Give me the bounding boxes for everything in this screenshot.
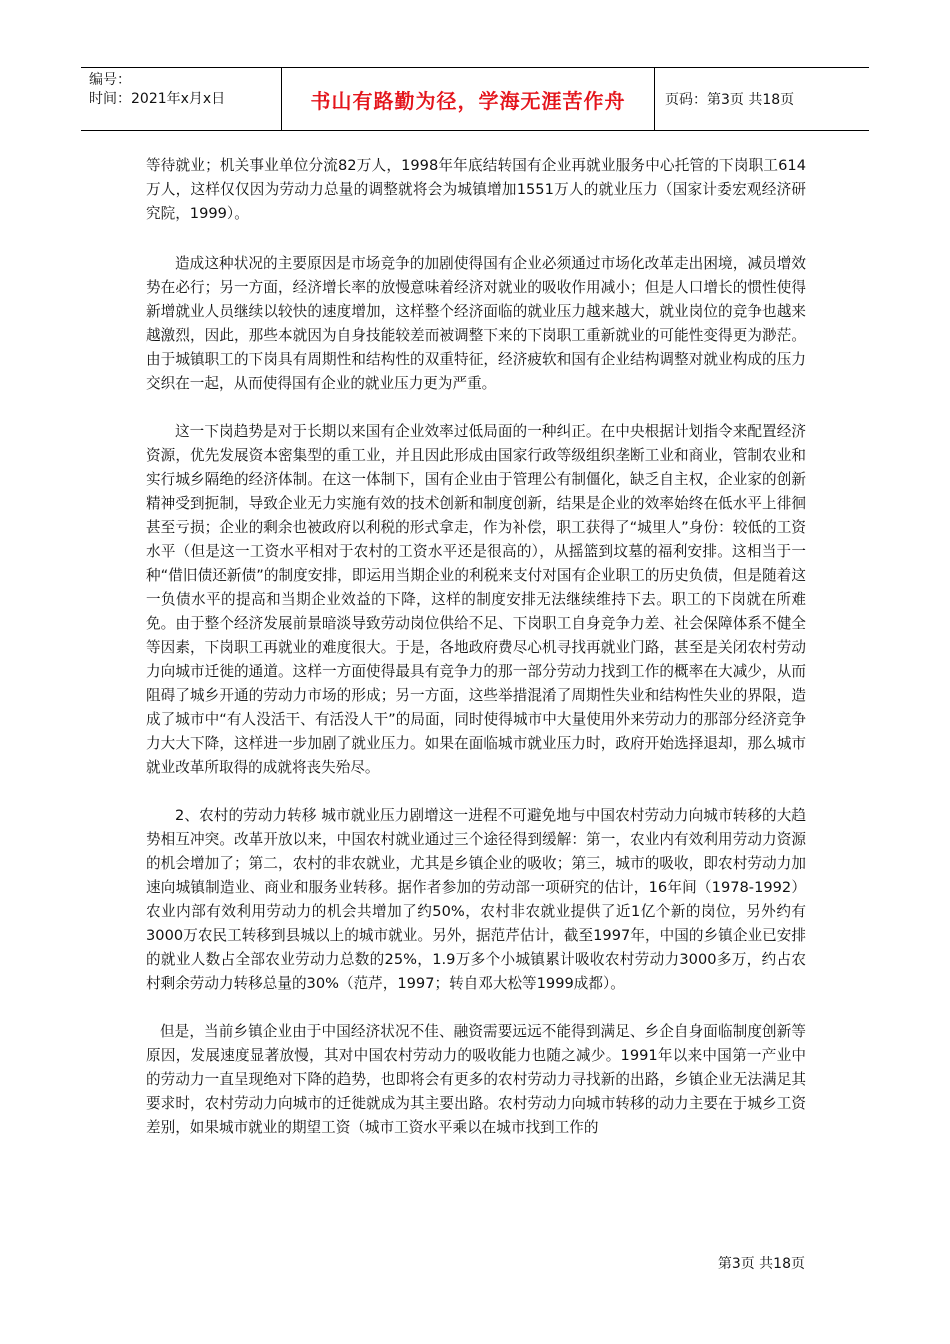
document-body xyxy=(146,154,806,1164)
body-paragraph-5: 但是，当前乡镇企业由于中国经济状况不佳、融资需要远远不能得到满足、乡企自身面临制度创新等原因，发展速度显著放慢，其对中国农村劳动力的吸收能力也随之减少。1991年以来中国第一产业中的劳动力一直呈现绝对下降的趋势，也即将会有更多的农村劳动力寻找新的出路，乡镇企业无法满足其要求时，农村劳动力向城市的迁徙就成为其主要出路。农村劳动力向城市转移的动力主要在于城乡工资差别，如果城市就业的期望工资（城市工资水平乘以在城市找到工作的 xyxy=(146,1023,806,1136)
page-header xyxy=(81,67,869,131)
body-paragraph-4: 2、农村的劳动力转移 城市就业压力剧增这一进程不可避免地与中国农村劳动力向城市转移的大趋势相互冲突。改革开放以来，中国农村就业通过三个途径得到缓解：第一，农业内有效利用劳动力资源的机会增加了；第二，农村的非农就业，尤其是乡镇企业的吸收；第三，城市的吸收，即农村劳动力加速向城镇制造业、商业和服务业转移。据作者参加的劳动部一项研究的估计，16年间（1978-1992）农业内部有效利用劳动力的机会共增加了约50%，农村非农就业提供了近1亿个新的岗位，另外约有3000万农民工转移到县城以上的城市就业。另外，据范芹估计，截至1997年，中国的乡镇企业已安排的就业人数占全部农业劳动力总数的25%，1.9万多个小城镇累计吸收农村劳动力3000多万，约占农村剩余劳动力转移总量的30%（范芹，1997；转自邓大松等1999成都）。 xyxy=(146,807,806,992)
header-meta xyxy=(81,68,282,130)
document-number-label: 编号： xyxy=(89,72,131,88)
body-paragraph-3: 这一下岗趋势是对于长期以来国有企业效率过低局面的一种纠正。在中央根据计划指令来配置经济资源，优先发展资本密集型的重工业，并且因此形成由国家行政等级组织垄断工业和商业，管制农业和实行城乡隔绝的经济体制。在这一体制下，国有企业由于管理公有制僵化，缺乏自主权，企业家的创新精神受到扼制，导致企业无力实施有效的技术创新和制度创新，结果是企业的效率始终在低水平上徘徊甚至亏损；企业的剩余也被政府以利税的形式拿走，作为补偿，职工获得了“城里人”身份：较低的工资水平（但是这一工资水平相对于农村的工资水平还是很高的），从摇篮到坟墓的福利安排。这相当于一种“借旧债还新债”的制度安排，即运用当期企业的利税来支付对国有企业职工的历史负债，但是随着这一负债水平的提高和当期企业效益的下降，这样的制度安排无法继续维持下去。职工的下岗就在所难免。由于整个经济发展前景暗淡导致劳动岗位供给不足、下岗职工自身竞争力差、社会保障体系不健全等因素，下岗职工再就业的难度很大。于是，各地政府费尽心机寻找再就业门路，甚至是关闭农村劳动力向城市迁徙的通道。这样一方面使得最具有竞争力的那一部分劳动力找到工作的概率在大减少，从而阻碍了城乡开通的劳动力市场的形成；另一方面，这些举措混淆了周期性失业和结构性失业的界限，造成了城市中“有人没活干、有活没人干”的局面，同时使得城市中大量使用外来劳动力的那部分经济竞争力大大下降，这样进一步加剧了就业压力。如果在面临城市就业压力时，政府开始选择退却，那么城市就业改革所取得的成就将丧失殆尽。 xyxy=(146,423,806,776)
document-date-label: 时间：2021年x月x日 xyxy=(89,91,226,107)
page-footer: 第3页 共18页 xyxy=(717,1256,805,1272)
header-motto: 书山有路勤为径，学海无涯苦作舟 xyxy=(282,68,655,130)
body-paragraph-1: 等待就业；机关事业单位分流82万人，1998年年底结转国有企业再就业服务中心托管的下岗职工614万人，这样仅仅因为劳动力总量的调整就将会为城镇增加1551万人的就业压力（国家计委宏观经济研究院，1999）。 xyxy=(146,157,806,222)
header-page-code: 页码：第3页 共18页 xyxy=(665,92,795,108)
body-paragraph-2: 造成这种状况的主要原因是市场竞争的加剧使得国有企业必须通过市场化改革走出困境，减员增效势在必行；另一方面，经济增长率的放慢意味着经济对就业的吸收作用减小；但是人口增长的惯性使得新增就业人员继续以较快的速度增加，这样整个经济面临的就业压力越来越大，就业岗位的竞争也越来越激烈，因此，那些本就因为自身技能较差而被调整下来的下岗职工重新就业的可能性变得更为渺茫。由于城镇职工的下岗具有周期性和结构性的双重特征，经济疲软和国有企业结构调整对就业构成的压力交织在一起，从而使得国有企业的就业压力更为严重。 xyxy=(146,255,806,392)
